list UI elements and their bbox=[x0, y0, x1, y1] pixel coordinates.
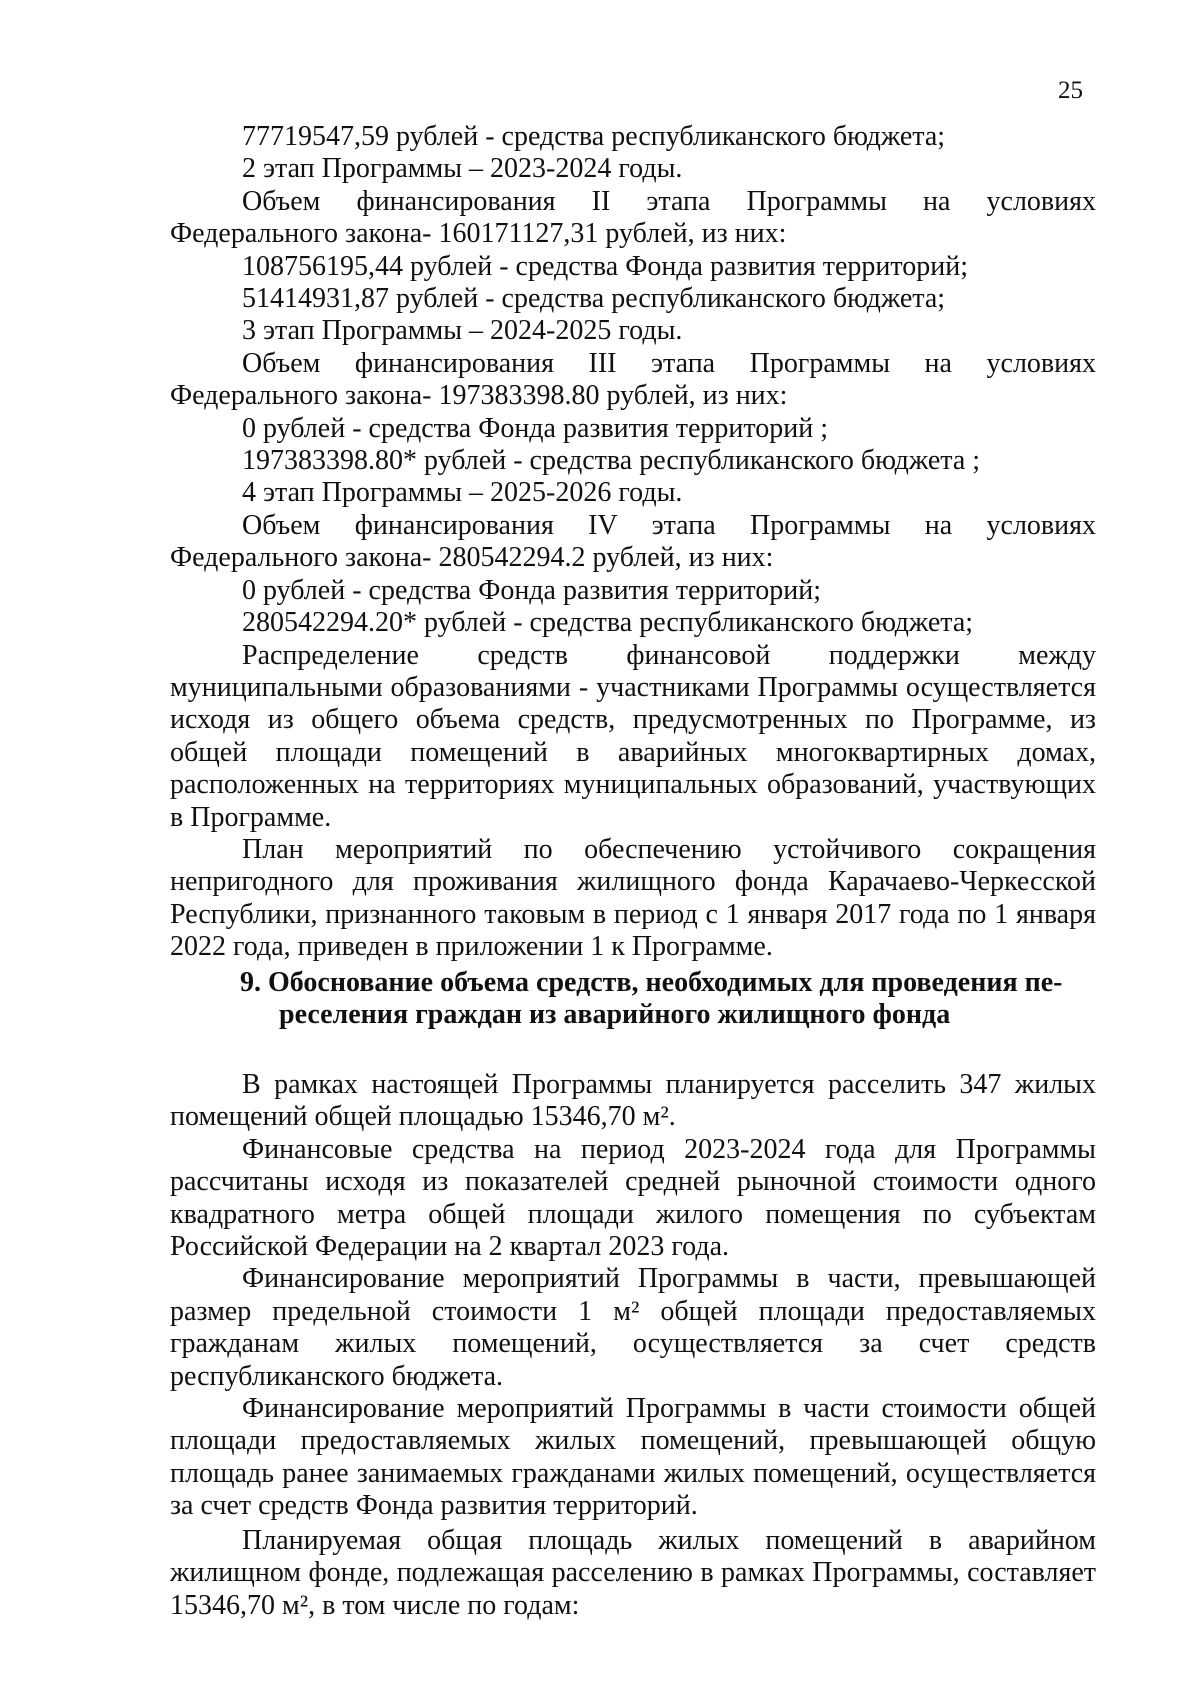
paragraph: Распределение средств финансовой поддержки между муниципальными образованиями - участниками Программы осуществляется исходя из общего объема средств, предусмотренных по Программе, из общей площади помещений в аварийных многоквартирных домах, расположенных на территориях муниципальных образований, участвующих в Программе. bbox=[170, 639, 1096, 833]
paragraph: 0 рублей - средства Фонда развития территорий ; bbox=[242, 412, 829, 444]
paragraph: Финансовые средства на период 2023-2024 года для Программы рассчитаны исходя из показателей средней рыночной стоимости одного квадратного метра общей площади жилого помещения по субъектам Российской Федерации на 2 квартал 2023 года. bbox=[170, 1133, 1096, 1263]
paragraph: 280542294.20* рублей - средства республиканского бюджета; bbox=[242, 607, 974, 639]
paragraph: Финансирование мероприятий Программы в части, превышающей размер предельной стоимости 1 м² общей площади предоставляемых гражданам жилых помещений, осуществляется за счет средств республиканского бюджета. bbox=[170, 1263, 1096, 1392]
paragraph: В рамках настоящей Программы планируется расселить 347 жилых помещений общей площадью 15346,70 м². bbox=[170, 1069, 1096, 1133]
section-heading-line-2: реселения граждан из аварийного жилищного фонда bbox=[279, 999, 951, 1031]
paragraph: 3 этап Программы – 2024-2025 годы. bbox=[242, 315, 683, 347]
paragraph: 197383398.80* рублей - средства республиканского бюджета ; bbox=[242, 445, 981, 477]
paragraph: 4 этап Программы – 2025-2026 годы. bbox=[242, 477, 683, 509]
body-text-bottom bbox=[170, 1069, 1096, 1622]
section-heading bbox=[240, 967, 1096, 1032]
body-text-top bbox=[170, 121, 1096, 964]
paragraph: Объем финансирования III этапа Программы на условиях Федерального закона- 197383398.80 рублей, из них: bbox=[170, 347, 1096, 412]
paragraph: 2 этап Программы – 2023-2024 годы. bbox=[242, 153, 683, 185]
paragraph: 51414931,87 рублей - средства республиканского бюджета; bbox=[242, 283, 946, 315]
page-number: 25 bbox=[1058, 77, 1083, 104]
paragraph: План мероприятий по обеспечению устойчивого сокращения непригодного для проживания жилищного фонда Карачаево-Черкесской Республики, признанного таковым в период с 1 января 2017 года по 1 января 2022 года, приведен в приложении 1 к Программе. bbox=[170, 833, 1096, 963]
section-heading-line-1: 9. Обоснование объема средств, необходимых для проведения пе- bbox=[240, 967, 1063, 998]
paragraph: Планируемая общая площадь жилых помещений в аварийном жилищном фонде, подлежащая расселению в рамках Программы, составляет 15346,70 м², в том числе по годам: bbox=[170, 1524, 1096, 1621]
paragraph: Финансирование мероприятий Программы в части стоимости общей площади предоставляемых жилых помещений, превышающей общую площадь ранее занимаемых гражданами жилых помещений, осуществляется за счет средств Фонда развития территорий. bbox=[170, 1393, 1096, 1522]
paragraph: 0 рублей - средства Фонда развития территорий; bbox=[242, 574, 822, 606]
paragraph: 108756195,44 рублей - средства Фонда развития территорий; bbox=[242, 250, 969, 282]
paragraph: Объем финансирования IV этапа Программы на условиях Федерального закона- 280542294.2 рублей, из них: bbox=[170, 509, 1096, 574]
paragraph: 77719547,59 рублей - средства республиканского бюджета; bbox=[242, 121, 946, 152]
paragraph: Объем финансирования II этапа Программы на условиях Федерального закона- 160171127,31 рублей, из них: bbox=[170, 185, 1096, 250]
